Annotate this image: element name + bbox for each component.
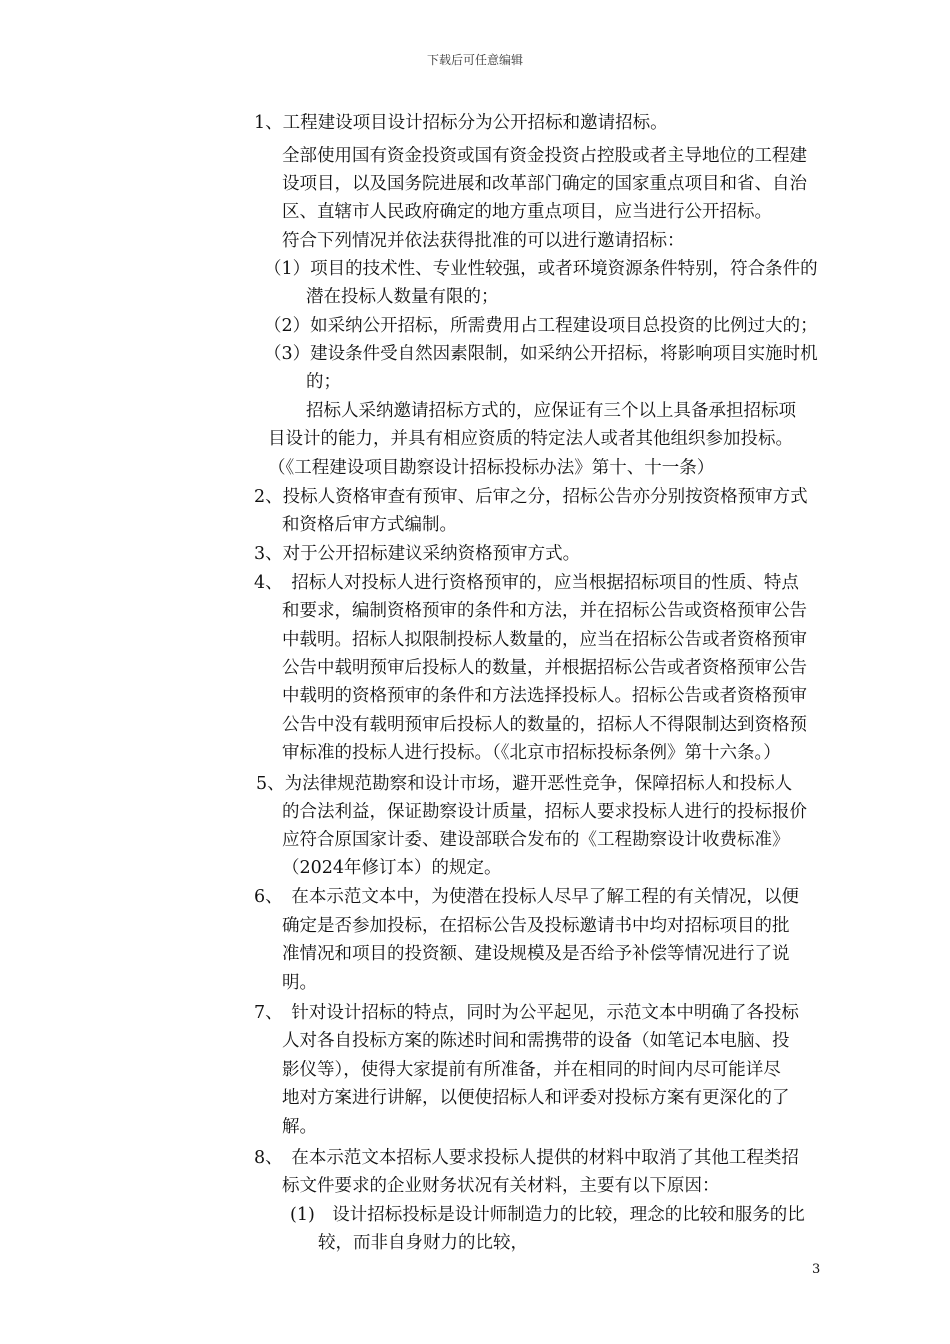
- text-line: 影仪等），使得大家提前有所准备，并在相同的时间内尽可能详尽: [282, 1060, 781, 1080]
- text-line: （2024年修订本）的规定。: [282, 858, 502, 878]
- text-line: 目设计的能力，并具有相应资质的特定法人或者其他组织参加投标。: [268, 429, 793, 449]
- text-line: (1) 设计招标投标是设计师制造力的比较，理念的比较和服务的比: [290, 1205, 805, 1225]
- text-line: 解。: [282, 1117, 317, 1137]
- text-line: 区、直辖市人民政府确定的地方重点项目，应当进行公开招标。: [282, 202, 772, 222]
- text-line: 设项目，以及国务院进展和改革部门确定的国家重点项目和省、自治: [282, 174, 807, 194]
- text-line: （3）建设条件受自然因素限制，如采纳公开招标，将影响项目实施时机: [264, 344, 818, 364]
- text-line: 5、为法律规范勘察和设计市场，避开恶性竞争，保障招标人和投标人: [256, 774, 793, 794]
- text-line: 准情况和项目的投资额、建设规模及是否给予补偿等情况进行了说: [282, 944, 790, 964]
- page-number: 3: [812, 1262, 821, 1277]
- text-line: 7、 针对设计招标的特点，同时为公平起见，示范文本中明确了各投标: [254, 1003, 799, 1023]
- text-line: 招标人采纳邀请招标方式的，应保证有三个以上具备承担招标项: [306, 401, 796, 421]
- text-line: 和资格后审方式编制。: [282, 515, 457, 535]
- text-line: 3、对于公开招标建议采纳资格预审方式。: [254, 544, 581, 564]
- text-line: 公告中载明预审后投标人的数量，并根据招标公告或者资格预审公告: [282, 658, 807, 678]
- text-line: 和要求，编制资格预审的条件和方法，并在招标公告或资格预审公告: [282, 601, 807, 621]
- text-line: （2）如采纳公开招标，所需费用占工程建设项目总投资的比例过大的；: [264, 316, 818, 336]
- text-line: 潜在投标人数量有限的；: [306, 287, 499, 307]
- text-line: 中载明的资格预审的条件和方法选择投标人。招标公告或者资格预审: [282, 686, 807, 706]
- text-line: 应符合原国家计委、建设部联合发布的《工程勘察设计收费标准》: [282, 830, 790, 850]
- text-line: 审标准的投标人进行投标。（《北京市招标投标条例》第十六条。）: [282, 743, 781, 763]
- text-line: 的；: [306, 372, 341, 392]
- text-line: （1）项目的技术性、专业性较强，或者环境资源条件特别，符合条件的: [264, 259, 818, 279]
- text-line: 公告中没有载明预审后投标人的数量的，招标人不得限制达到资格预: [282, 715, 807, 735]
- text-line: 人对各自投标方案的陈述时间和需携带的设备（如笔记本电脑、投: [282, 1031, 790, 1051]
- text-line: 明。: [282, 973, 317, 993]
- text-line: （《工程建设项目勘察设计招标投标办法》第十、十一条）: [268, 458, 715, 478]
- text-line: 较，而非自身财力的比较，: [318, 1233, 528, 1253]
- page-header: 下载后可任意编辑: [426, 53, 523, 67]
- text-line: 4、 招标人对投标人进行资格预审的，应当根据招标项目的性质、特点: [254, 573, 799, 593]
- text-line: 2、投标人资格审查有预审、后审之分，招标公告亦分别按资格预审方式: [254, 487, 808, 507]
- text-line: 确定是否参加投标，在招标公告及投标邀请书中均对招标项目的批: [282, 916, 790, 936]
- text-line: 1、工程建设项目设计招标分为公开招标和邀请招标。: [254, 113, 668, 133]
- text-line: 地对方案进行讲解，以便使招标人和评委对投标方案有更深化的了: [282, 1088, 790, 1108]
- text-line: 全部使用国有资金投资或国有资金投资占控股或者主导地位的工程建: [282, 146, 807, 166]
- text-line: 标文件要求的企业财务状况有关材料，主要有以下原因：: [282, 1176, 720, 1196]
- text-line: 的合法利益，保证勘察设计质量，招标人要求投标人进行的投标报价: [282, 802, 807, 822]
- text-line: 8、 在本示范文本招标人要求投标人提供的材料中取消了其他工程类招: [254, 1148, 799, 1168]
- text-line: 6、 在本示范文本中，为使潜在投标人尽早了解工程的有关情况，以便: [254, 887, 799, 907]
- text-line: 中载明。招标人拟限制投标人数量的，应当在招标公告或者资格预审: [282, 630, 807, 650]
- text-line: 符合下列情况并依法获得批准的可以进行邀请招标：: [282, 231, 685, 251]
